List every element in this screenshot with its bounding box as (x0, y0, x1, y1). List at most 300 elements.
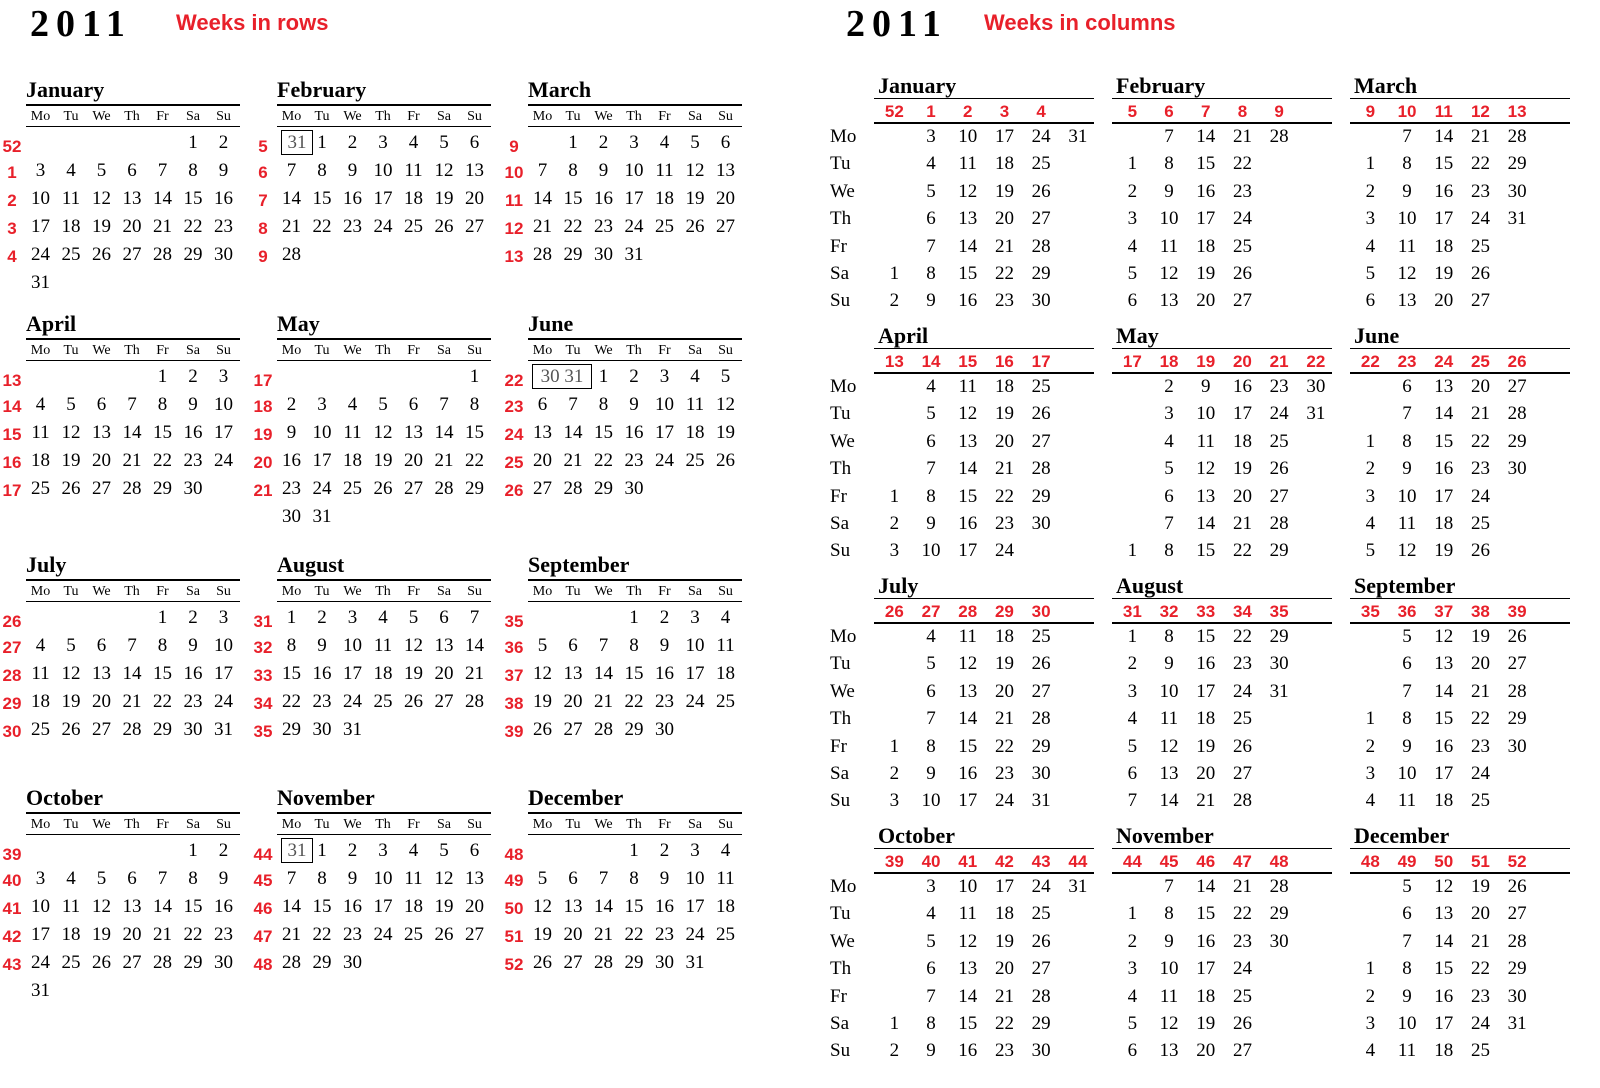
day-cell: 3 (35, 160, 46, 181)
month-rule (277, 579, 491, 581)
day-cell: 25 (1470, 790, 1490, 812)
day-cell: 27 (563, 952, 583, 973)
day-cell: 26 (1232, 1013, 1252, 1034)
day-cell: 15 (153, 663, 172, 684)
month-name: January (26, 77, 105, 102)
day-cell: 4 (926, 626, 936, 647)
day-cell: 8 (926, 735, 936, 757)
day-cell: 12 (434, 868, 454, 889)
week-number: 21 (1269, 352, 1289, 371)
day-cell: 17 (958, 540, 978, 562)
day-header: We (594, 109, 613, 124)
day-cell: 26 (92, 244, 111, 265)
day-cell: 8 (1164, 626, 1174, 647)
day-header: Su (216, 817, 231, 832)
day-row-label: Sa (830, 513, 849, 534)
week-number: 16 (994, 352, 1014, 371)
week-rule (874, 122, 1094, 124)
day-cell: 27 (1232, 763, 1252, 784)
day-cell: 20 (1232, 485, 1252, 507)
month-rule (1112, 348, 1332, 349)
day-cell: 18 (994, 626, 1014, 647)
day-cell: 23 (1232, 180, 1252, 202)
day-cell: 8 (188, 160, 198, 181)
day-cell: 14 (282, 896, 301, 917)
week-number: 9 (258, 247, 268, 266)
day-cell: 26 (1031, 653, 1051, 675)
day-cell: 2 (1127, 653, 1138, 675)
day-header: Th (375, 109, 391, 124)
day-header: Su (216, 584, 231, 599)
week-rule (1350, 372, 1570, 374)
day-cell: 31 (624, 244, 644, 265)
day-cell: 29 (183, 952, 203, 973)
day-cell: 12 (1397, 540, 1417, 562)
month-rule (1350, 848, 1570, 849)
day-cell: 11 (958, 153, 977, 175)
day-cell: 28 (1269, 126, 1289, 147)
day-cell: 12 (61, 422, 81, 443)
day-cell: 7 (1127, 790, 1138, 812)
month-name: March (528, 77, 592, 102)
day-header: Su (718, 817, 733, 832)
day-cell: 10 (1159, 680, 1179, 702)
day-cell: 27 (92, 719, 111, 740)
day-cell: 3 (1365, 485, 1376, 507)
day-cell: 27 (1269, 485, 1289, 507)
day-row-label: Su (830, 1040, 851, 1062)
day-cell: 5 (1127, 735, 1138, 757)
week-number: 30 (1031, 602, 1051, 621)
day-cell: 12 (92, 896, 111, 917)
day-cell: 2 (659, 840, 670, 861)
day-row-label: Tu (830, 653, 851, 675)
day-cell: 28 (594, 952, 613, 973)
day-header: Sa (688, 109, 702, 124)
day-cell: 23 (183, 450, 203, 471)
week-number: 52 (504, 955, 524, 974)
day-cell: 25 (1232, 235, 1252, 257)
day-cell: 1 (317, 840, 327, 861)
day-cell: 2 (188, 607, 198, 628)
day-cell: 27 (1031, 430, 1051, 452)
day-cell: 20 (1196, 1040, 1216, 1062)
day-cell: 21 (1232, 513, 1252, 534)
day-cell: 6 (127, 160, 137, 181)
day-cell: 6 (1402, 903, 1412, 925)
day-cell: 13 (1159, 290, 1179, 312)
day-cell: 21 (594, 691, 613, 712)
day-cell: 17 (1196, 208, 1216, 230)
day-cell: 3 (1365, 763, 1376, 784)
day-cell: 21 (122, 691, 142, 712)
day-cell: 10 (373, 868, 393, 889)
day-header: Tu (63, 584, 79, 599)
day-row-label: We (830, 680, 855, 702)
day-cell: 6 (537, 394, 548, 415)
day-cell: 13 (122, 188, 142, 209)
day-cell: 28 (533, 244, 552, 265)
month-rule (1350, 348, 1570, 349)
day-cell: 11 (958, 626, 977, 647)
day-cell: 7 (157, 160, 168, 181)
day-cell: 17 (994, 876, 1014, 897)
week-number: 18 (253, 397, 273, 416)
day-cell: 9 (347, 868, 358, 889)
day-cell: 11 (1397, 790, 1417, 812)
day-cell: 21 (994, 708, 1014, 730)
day-cell: 22 (1232, 626, 1252, 647)
day-cell: 13 (1434, 653, 1454, 675)
day-cell: 19 (1232, 458, 1252, 480)
day-cell: 14 (533, 188, 552, 209)
day-cell: 29 (563, 244, 583, 265)
day-cell: 15 (312, 896, 332, 917)
day-cell: 23 (214, 216, 233, 237)
week-number: 29 (994, 602, 1014, 621)
day-cell: 5 (1365, 263, 1376, 284)
day-cell: 12 (92, 188, 111, 209)
day-cell: 1 (889, 485, 900, 507)
week-number: 24 (504, 425, 524, 444)
day-cell: 10 (1196, 403, 1216, 425)
day-cell: 31 (1507, 1013, 1527, 1034)
month-name: February (277, 77, 367, 102)
day-cell: 25 (373, 691, 393, 712)
day-cell: 2 (1365, 458, 1376, 480)
week-number: 26 (2, 612, 22, 631)
day-cell: 8 (188, 868, 198, 889)
day-cell: 1 (889, 735, 900, 757)
day-header: We (594, 584, 613, 599)
day-cell: 19 (533, 691, 552, 712)
day-cell: 13 (958, 430, 978, 452)
day-cell: 9 (1164, 653, 1174, 675)
day-cell: 2 (889, 1040, 900, 1062)
day-cell: 30 (1507, 458, 1527, 480)
day-cell: 13 (404, 422, 423, 443)
week-number: 24 (1434, 352, 1454, 371)
day-cell: 2 (629, 366, 639, 387)
day-header-rule (528, 126, 742, 127)
day-cell: 16 (958, 290, 978, 312)
day-cell: 5 (1127, 1013, 1138, 1034)
day-cell: 14 (434, 422, 454, 443)
day-cell: 29 (1031, 485, 1051, 507)
day-header: We (343, 109, 362, 124)
month-rule (1112, 598, 1332, 599)
day-cell: 18 (716, 896, 735, 917)
week-number: 14 (921, 352, 941, 371)
day-header: Tu (314, 584, 330, 599)
day-cell: 28 (1232, 790, 1252, 812)
day-cell: 6 (1402, 653, 1412, 675)
day-cell: 13 (92, 663, 111, 684)
day-cell: 31 (312, 506, 332, 527)
day-cell: 15 (1434, 153, 1454, 175)
day-cell: 12 (533, 896, 552, 917)
month-rule (26, 812, 240, 814)
day-cell: 23 (183, 691, 203, 712)
day-cell: 29 (183, 244, 203, 265)
day-cell: 22 (624, 691, 644, 712)
day-row-label: Fr (830, 235, 847, 257)
day-cell: 23 (343, 924, 362, 945)
day-cell: 19 (434, 896, 454, 917)
day-header: Mo (532, 343, 553, 358)
day-cell: 18 (404, 896, 423, 917)
day-cell: 8 (1164, 153, 1174, 175)
day-header: Sa (437, 584, 451, 599)
day-cell: 5 (66, 635, 76, 656)
day-cell: 21 (1196, 790, 1216, 812)
day-cell: 27 (434, 691, 454, 712)
day-cell: 11 (1397, 235, 1417, 257)
day-cell: 3 (347, 607, 358, 628)
day-cell: 1 (157, 607, 168, 628)
day-cell: 13 (958, 680, 978, 702)
week-number: 48 (1269, 852, 1289, 871)
week-number: 48 (253, 955, 273, 974)
day-cell: 22 (183, 216, 203, 237)
day-cell: 7 (568, 394, 578, 415)
day-cell: 3 (1365, 1013, 1376, 1034)
week-number: 38 (504, 694, 524, 713)
day-cell: 5 (439, 840, 449, 861)
day-cell: 11 (61, 896, 81, 917)
day-cell: 27 (1031, 208, 1051, 230)
month-name: October (878, 823, 955, 848)
day-cell: 24 (685, 691, 705, 712)
day-cell: 18 (1434, 513, 1454, 534)
day-header: Tu (314, 817, 330, 832)
week-number: 51 (1470, 852, 1490, 871)
day-cell: 4 (1365, 235, 1376, 257)
day-cell: 4 (926, 903, 936, 925)
week-number: 5 (1127, 102, 1138, 121)
day-cell: 4 (378, 607, 388, 628)
day-cell: 8 (317, 160, 327, 181)
day-cell: 7 (1402, 680, 1412, 702)
day-cell: 20 (563, 691, 583, 712)
day-cell: 1 (469, 366, 480, 387)
day-cell: 28 (1031, 458, 1051, 480)
day-cell: 26 (1031, 403, 1051, 425)
day-cell: 20 (434, 663, 454, 684)
week-rule (1350, 872, 1570, 874)
day-cell: 23 (282, 478, 301, 499)
day-header: Su (718, 109, 733, 124)
day-cell: 30 (343, 952, 362, 973)
day-cell: 22 (1470, 708, 1490, 730)
day-header: Sa (688, 817, 702, 832)
day-cell: 22 (1232, 903, 1252, 925)
day-header: Th (375, 343, 391, 358)
day-cell: 15 (183, 188, 203, 209)
day-cell: 6 (439, 607, 449, 628)
day-cell: 10 (685, 868, 705, 889)
day-cell: 8 (926, 1013, 936, 1034)
day-cell: 15 (1196, 626, 1216, 647)
week-number: 49 (504, 871, 524, 890)
day-cell: 27 (465, 924, 484, 945)
day-cell: 29 (1507, 153, 1527, 175)
week-number: 52 (1507, 852, 1527, 871)
day-cell: 18 (994, 376, 1014, 397)
day-cell: 20 (994, 958, 1014, 980)
day-cell: 7 (127, 394, 137, 415)
day-cell: 11 (31, 663, 50, 684)
day-cell: 20 (1434, 290, 1454, 312)
day-cell: 25 (343, 478, 362, 499)
month-name: January (878, 73, 957, 98)
day-cell: 4 (1127, 985, 1138, 1007)
day-cell: 30 (1507, 735, 1527, 757)
day-cell: 7 (1164, 876, 1174, 897)
day-header: Fr (658, 343, 671, 358)
day-cell: 21 (282, 216, 301, 237)
month-name: December (528, 785, 624, 810)
day-cell: 18 (1196, 235, 1216, 257)
day-cell: 30 (312, 719, 332, 740)
week-number: 17 (1122, 352, 1142, 371)
day-cell: 10 (921, 540, 941, 562)
day-header: Tu (565, 584, 581, 599)
week-number: 42 (2, 927, 22, 946)
day-cell: 11 (1159, 985, 1179, 1007)
day-cell: 3 (659, 366, 670, 387)
day-cell: 11 (716, 635, 735, 656)
week-number: 49 (1397, 852, 1417, 871)
day-cell: 14 (594, 896, 613, 917)
day-cell: 30 (1031, 290, 1051, 312)
day-cell: 7 (286, 868, 297, 889)
day-cell: 3 (378, 840, 388, 861)
week-number: 13 (1507, 102, 1527, 121)
day-cell: 6 (926, 208, 936, 230)
day-header: Sa (186, 343, 200, 358)
day-row-label: Mo (830, 626, 857, 647)
right-subtitle: Weeks in columns (984, 10, 1176, 35)
day-cell: 29 (153, 719, 172, 740)
day-cell: 27 (1507, 376, 1527, 397)
day-cell: 31 (1269, 680, 1289, 702)
day-cell: 20 (1470, 903, 1490, 925)
day-cell: 6 (469, 132, 480, 153)
day-cell: 13 (716, 160, 735, 181)
day-header-rule (277, 360, 491, 361)
day-header: We (594, 817, 613, 832)
day-cell: 9 (629, 394, 639, 415)
day-cell: 26 (1470, 540, 1490, 562)
day-cell: 22 (312, 924, 332, 945)
day-cell: 28 (1031, 708, 1051, 730)
week-number: 27 (921, 602, 941, 621)
previous-month-days: 31 (287, 132, 307, 153)
week-number: 35 (1360, 602, 1380, 621)
day-cell: 11 (958, 903, 977, 925)
day-cell: 23 (214, 924, 233, 945)
day-cell: 25 (685, 450, 705, 471)
day-cell: 11 (685, 394, 705, 415)
day-header: We (343, 817, 362, 832)
day-cell: 22 (594, 450, 613, 471)
day-row-label: Th (830, 708, 852, 730)
week-number: 19 (253, 425, 273, 444)
day-cell: 20 (994, 208, 1014, 230)
day-cell: 30 (1507, 180, 1527, 202)
day-cell: 17 (655, 422, 674, 443)
day-cell: 3 (218, 366, 229, 387)
day-row-label: Tu (830, 903, 851, 925)
day-cell: 1 (188, 132, 198, 153)
week-number: 33 (253, 666, 273, 685)
day-cell: 5 (926, 403, 936, 425)
day-cell: 19 (533, 924, 552, 945)
day-row-label: Su (830, 290, 851, 312)
day-cell: 9 (1164, 180, 1174, 202)
day-cell: 21 (434, 450, 454, 471)
week-number: 11 (1434, 102, 1453, 121)
month-rule (1112, 848, 1332, 849)
day-cell: 30 (1031, 1040, 1051, 1062)
day-cell: 20 (465, 188, 484, 209)
day-cell: 1 (317, 132, 327, 153)
day-cell: 26 (533, 952, 552, 973)
day-cell: 15 (958, 735, 978, 757)
day-cell: 14 (1196, 126, 1216, 147)
month-rule (528, 338, 742, 340)
day-cell: 3 (889, 540, 900, 562)
day-cell: 27 (1031, 958, 1051, 980)
day-cell: 2 (1164, 376, 1174, 397)
day-cell: 22 (312, 216, 332, 237)
day-cell: 26 (1232, 263, 1252, 284)
day-cell: 15 (624, 663, 644, 684)
day-cell: 26 (61, 719, 81, 740)
week-number: 9 (1365, 102, 1376, 121)
day-cell: 30 (1269, 653, 1289, 675)
day-cell: 20 (465, 896, 484, 917)
day-header: Mo (30, 817, 51, 832)
month-name: June (1354, 323, 1400, 348)
day-header: We (92, 817, 111, 832)
day-cell: 23 (1269, 376, 1289, 397)
day-cell: 31 (1031, 790, 1051, 812)
day-cell: 18 (373, 663, 393, 684)
week-number: 48 (1360, 852, 1380, 871)
day-cell: 29 (1507, 430, 1527, 452)
day-cell: 30 (594, 244, 613, 265)
day-cell: 21 (153, 216, 172, 237)
day-cell: 2 (1365, 985, 1376, 1007)
day-cell: 13 (1196, 485, 1216, 507)
day-cell: 7 (598, 635, 609, 656)
day-cell: 12 (1159, 735, 1179, 757)
day-cell: 3 (889, 790, 900, 812)
day-cell: 25 (61, 244, 81, 265)
day-cell: 8 (926, 263, 936, 284)
day-cell: 15 (1434, 708, 1454, 730)
day-cell: 5 (537, 868, 548, 889)
day-cell: 5 (926, 930, 936, 952)
day-cell: 18 (31, 691, 50, 712)
day-header: Su (216, 343, 231, 358)
day-header: Fr (156, 109, 169, 124)
day-cell: 3 (1127, 680, 1138, 702)
week-rule (1112, 622, 1332, 624)
day-cell: 7 (157, 868, 168, 889)
